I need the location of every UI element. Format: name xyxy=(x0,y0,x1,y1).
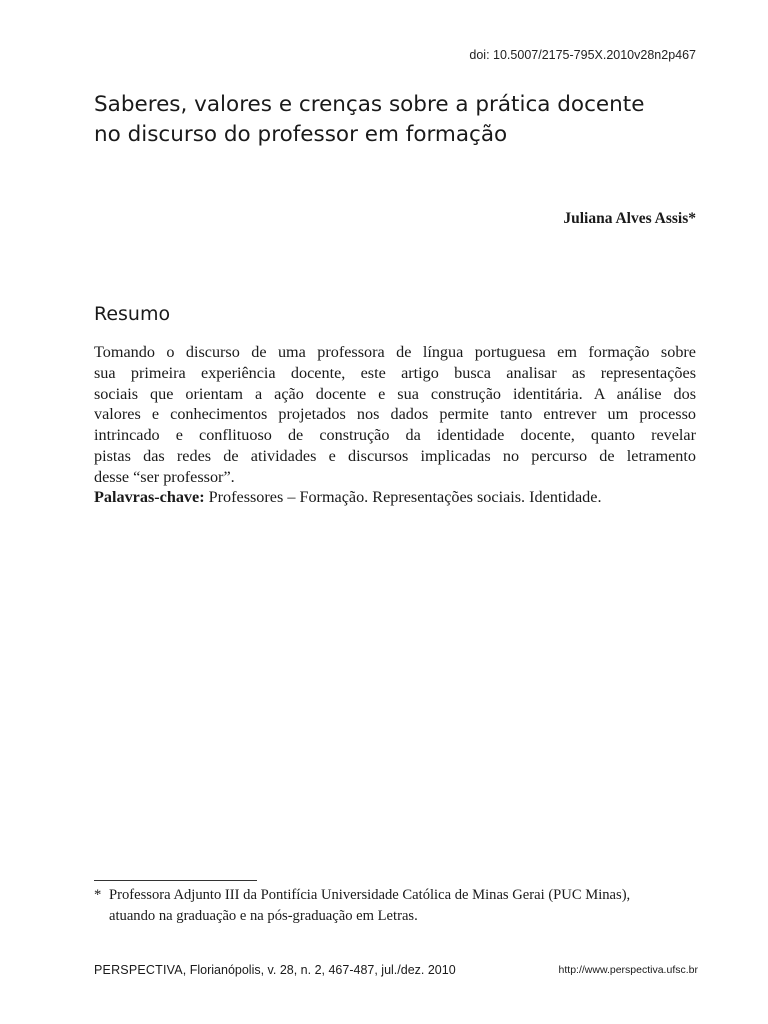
author-footnote xyxy=(94,885,698,926)
footnote-line: Professora Adjunto III da Pontifícia Universidade Católica de Minas Gerai (PUC Minas), xyxy=(109,887,631,903)
abstract-heading: Resumo xyxy=(94,303,171,325)
footnote-line: atuando na graduação e na pós-graduação em Letras. xyxy=(109,907,418,924)
abstract-body xyxy=(94,342,696,488)
footnote-mark: * xyxy=(94,887,102,903)
abstract-line: pistas das redes de atividades e discursos implicadas no percurso de letramento xyxy=(94,446,696,465)
page-footer xyxy=(94,963,698,983)
abstract-line: Tomando o discurso de uma professora de língua portuguesa em formação sobre xyxy=(94,343,696,361)
article-title xyxy=(94,90,704,150)
title-line: Saberes, valores e crenças sobre a prática docente xyxy=(94,92,645,117)
abstract-line: valores e conhecimentos projetados nos dados permite tanto entrever um processo xyxy=(94,405,696,424)
abstract-line: sociais que orientam a ação docente e sua construção identitária. A análise dos xyxy=(94,384,696,403)
abstract-line: sua primeira experiência docente, este artigo busca analisar as representações xyxy=(94,363,696,382)
journal-citation xyxy=(94,963,456,977)
journal-url-link[interactable]: http://www.perspectiva.ufsc.br xyxy=(558,964,698,976)
citation-details: , Florianópolis, v. 28, n. 2, 467-487, jul./dez. 2010 xyxy=(182,963,456,977)
footnote-divider xyxy=(94,880,257,881)
author-name: Juliana Alves Assis* xyxy=(563,210,696,227)
abstract-line: desse “ser professor”. xyxy=(94,467,235,486)
doi-identifier: doi: 10.5007/2175-795X.2010v28n2p467 xyxy=(469,48,696,62)
journal-name: PERSPECTIVA xyxy=(94,963,183,977)
keywords xyxy=(94,487,696,508)
keywords-list: Professores – Formação. Representações sociais. Identidade. xyxy=(204,488,602,506)
abstract-line: intrincado e conflituoso de construção da identidade docente, quanto revelar xyxy=(94,426,696,445)
keywords-label: Palavras-chave: xyxy=(94,488,205,506)
title-line: no discurso do professor em formação xyxy=(94,122,508,147)
